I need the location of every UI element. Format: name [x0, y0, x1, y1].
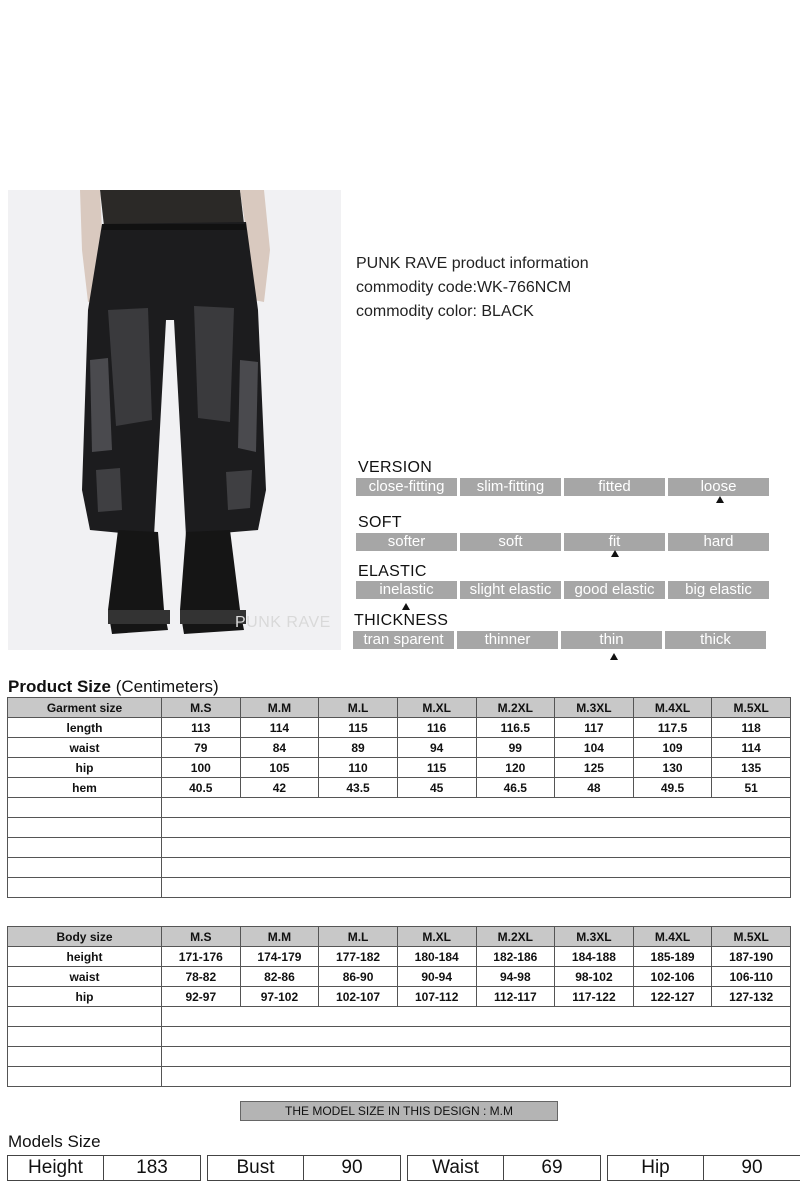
- elastic-option: big elastic: [668, 581, 769, 599]
- table-cell: 107-112: [397, 987, 476, 1007]
- brand-watermark: PUNK RAVE: [235, 614, 331, 631]
- info-line: PUNK RAVE product information: [356, 255, 589, 272]
- table-cell: 120: [476, 758, 555, 778]
- empty-cell: [8, 838, 162, 858]
- thickness-scale: [353, 631, 766, 649]
- table-header-row: [8, 927, 791, 947]
- header-cell: M.XL: [397, 698, 476, 718]
- thickness-option: thin: [561, 631, 662, 649]
- table-cell: 102-106: [633, 967, 712, 987]
- table-cell: 117-122: [555, 987, 634, 1007]
- table-cell: 114: [240, 718, 319, 738]
- table-cell: 97-102: [240, 987, 319, 1007]
- version-option: fitted: [564, 478, 665, 496]
- model-measure-value: 90: [341, 1157, 363, 1178]
- header-cell: M.S: [162, 698, 241, 718]
- table-row: [8, 947, 791, 967]
- table-row: [8, 758, 791, 778]
- model-measure-label: Bust: [208, 1156, 304, 1180]
- model-measure-label: Waist: [408, 1156, 504, 1180]
- table-cell: 114: [712, 738, 791, 758]
- models-size-title: Models Size: [8, 1132, 101, 1151]
- elastic-scale: [356, 581, 769, 599]
- soft-option: hard: [668, 533, 769, 551]
- models-size-row: [7, 1155, 800, 1181]
- commodity-color: commodity color: BLACK: [356, 303, 534, 320]
- row-label: height: [8, 947, 162, 967]
- elastic-option: good elastic: [564, 581, 665, 599]
- product-photo: [8, 190, 341, 650]
- table-cell: 187-190: [712, 947, 791, 967]
- soft-option: soft: [460, 533, 561, 551]
- empty-row: [8, 878, 791, 898]
- table-row: [8, 987, 791, 1007]
- empty-row: [8, 798, 791, 818]
- table-cell: 82-86: [240, 967, 319, 987]
- table-cell: 116: [397, 718, 476, 738]
- model-measure-label: Height: [8, 1156, 104, 1180]
- empty-cell: [162, 1027, 791, 1047]
- table-cell: 171-176: [162, 947, 241, 967]
- model-waist-box: [407, 1155, 601, 1181]
- table-cell: 99: [476, 738, 555, 758]
- table-cell: 86-90: [319, 967, 398, 987]
- thickness-option: tran sparent: [353, 631, 454, 649]
- model-measure-value: 183: [136, 1157, 168, 1178]
- elastic-option: inelastic: [356, 581, 457, 599]
- header-cell: M.3XL: [555, 698, 634, 718]
- elastic-selected-marker-icon: [402, 603, 410, 610]
- table-cell: 185-189: [633, 947, 712, 967]
- model-measure-label: Hip: [608, 1156, 704, 1180]
- empty-cell: [162, 1067, 791, 1087]
- table-cell: 43.5: [319, 778, 398, 798]
- header-cell: M.5XL: [712, 927, 791, 947]
- version-option: slim-fitting: [460, 478, 561, 496]
- commodity-code: commodity code:WK-766NCM: [356, 279, 572, 296]
- empty-cell: [162, 858, 791, 878]
- soft-option: softer: [356, 533, 457, 551]
- table-row: [8, 778, 791, 798]
- table-header-row: [8, 698, 791, 718]
- header-cell: M.L: [319, 698, 398, 718]
- empty-cell: [8, 1047, 162, 1067]
- header-cell: M.4XL: [633, 927, 712, 947]
- header-cell: M.2XL: [476, 927, 555, 947]
- header-cell: Body size: [8, 927, 162, 947]
- table-cell: 182-186: [476, 947, 555, 967]
- product-size-heading: Product Size: [8, 677, 111, 696]
- body-size-table: [7, 926, 791, 1087]
- thickness-title: THICKNESS: [354, 612, 449, 629]
- row-label: hip: [8, 987, 162, 1007]
- version-scale: [356, 478, 769, 496]
- row-label: length: [8, 718, 162, 738]
- thickness-option: thinner: [457, 631, 558, 649]
- table-cell: 104: [555, 738, 634, 758]
- empty-row: [8, 838, 791, 858]
- table-cell: 90-94: [397, 967, 476, 987]
- table-cell: 130: [633, 758, 712, 778]
- row-label: waist: [8, 967, 162, 987]
- soft-selected-marker-icon: [611, 550, 619, 557]
- table-cell: 79: [162, 738, 241, 758]
- version-option: close-fitting: [356, 478, 457, 496]
- header-cell: M.3XL: [555, 927, 634, 947]
- header-cell: Garment size: [8, 698, 162, 718]
- empty-row: [8, 1047, 791, 1067]
- model-measure-value: 90: [741, 1157, 763, 1178]
- elastic-title: ELASTIC: [358, 563, 427, 580]
- model-hip-box: [607, 1155, 800, 1181]
- table-cell: 40.5: [162, 778, 241, 798]
- model-bust-box: [207, 1155, 401, 1181]
- table-cell: 115: [397, 758, 476, 778]
- table-cell: 92-97: [162, 987, 241, 1007]
- table-cell: 100: [162, 758, 241, 778]
- version-option: loose: [668, 478, 769, 496]
- table-cell: 98-102: [555, 967, 634, 987]
- table-cell: 89: [319, 738, 398, 758]
- table-cell: 113: [162, 718, 241, 738]
- empty-cell: [8, 1027, 162, 1047]
- table-cell: 42: [240, 778, 319, 798]
- table-cell: 109: [633, 738, 712, 758]
- product-info: [356, 252, 589, 324]
- table-cell: 184-188: [555, 947, 634, 967]
- table-cell: 45: [397, 778, 476, 798]
- empty-cell: [8, 1067, 162, 1087]
- table-cell: 180-184: [397, 947, 476, 967]
- header-cell: M.5XL: [712, 698, 791, 718]
- table-cell: 117: [555, 718, 634, 738]
- table-cell: 122-127: [633, 987, 712, 1007]
- product-size-unit: (Centimeters): [115, 677, 219, 696]
- header-cell: M.XL: [397, 927, 476, 947]
- table-cell: 115: [319, 718, 398, 738]
- table-cell: 118: [712, 718, 791, 738]
- empty-row: [8, 1067, 791, 1087]
- empty-cell: [8, 878, 162, 898]
- table-cell: 116.5: [476, 718, 555, 738]
- soft-title: SOFT: [358, 514, 402, 531]
- table-cell: 174-179: [240, 947, 319, 967]
- table-cell: 117.5: [633, 718, 712, 738]
- elastic-option: slight elastic: [460, 581, 561, 599]
- table-cell: 94: [397, 738, 476, 758]
- empty-cell: [162, 878, 791, 898]
- thickness-selected-marker-icon: [610, 653, 618, 660]
- soft-scale: [356, 533, 769, 551]
- header-cell: M.M: [240, 698, 319, 718]
- empty-row: [8, 858, 791, 878]
- table-row: [8, 738, 791, 758]
- row-label: waist: [8, 738, 162, 758]
- table-cell: 127-132: [712, 987, 791, 1007]
- header-cell: M.4XL: [633, 698, 712, 718]
- table-row: [8, 967, 791, 987]
- table-cell: 78-82: [162, 967, 241, 987]
- table-cell: 110: [319, 758, 398, 778]
- version-title: VERSION: [358, 459, 433, 476]
- version-selected-marker-icon: [716, 496, 724, 503]
- empty-cell: [162, 1007, 791, 1027]
- table-cell: 51: [712, 778, 791, 798]
- empty-cell: [8, 1007, 162, 1027]
- empty-row: [8, 818, 791, 838]
- empty-cell: [162, 818, 791, 838]
- empty-cell: [162, 798, 791, 818]
- empty-cell: [162, 838, 791, 858]
- thickness-option: thick: [665, 631, 766, 649]
- table-cell: 112-117: [476, 987, 555, 1007]
- empty-row: [8, 1007, 791, 1027]
- table-cell: 135: [712, 758, 791, 778]
- row-label: hem: [8, 778, 162, 798]
- model-measure-value: 69: [541, 1157, 563, 1178]
- table-cell: 49.5: [633, 778, 712, 798]
- header-cell: M.S: [162, 927, 241, 947]
- empty-row: [8, 1027, 791, 1047]
- table-cell: 105: [240, 758, 319, 778]
- row-label: hip: [8, 758, 162, 778]
- table-cell: 48: [555, 778, 634, 798]
- product-size-title: [8, 677, 219, 697]
- empty-cell: [8, 818, 162, 838]
- table-cell: 106-110: [712, 967, 791, 987]
- header-cell: M.L: [319, 927, 398, 947]
- header-cell: M.2XL: [476, 698, 555, 718]
- table-cell: 46.5: [476, 778, 555, 798]
- header-cell: M.M: [240, 927, 319, 947]
- model-pants-illustration: [8, 190, 341, 650]
- garment-size-table: [7, 697, 791, 898]
- table-cell: 125: [555, 758, 634, 778]
- table-cell: 177-182: [319, 947, 398, 967]
- table-cell: 102-107: [319, 987, 398, 1007]
- table-cell: 84: [240, 738, 319, 758]
- soft-option: fit: [564, 533, 665, 551]
- empty-cell: [162, 1047, 791, 1067]
- table-row: [8, 718, 791, 738]
- model-size-banner: THE MODEL SIZE IN THIS DESIGN : M.M: [240, 1101, 558, 1121]
- empty-cell: [8, 798, 162, 818]
- empty-cell: [8, 858, 162, 878]
- model-height-box: [7, 1155, 201, 1181]
- table-cell: 94-98: [476, 967, 555, 987]
